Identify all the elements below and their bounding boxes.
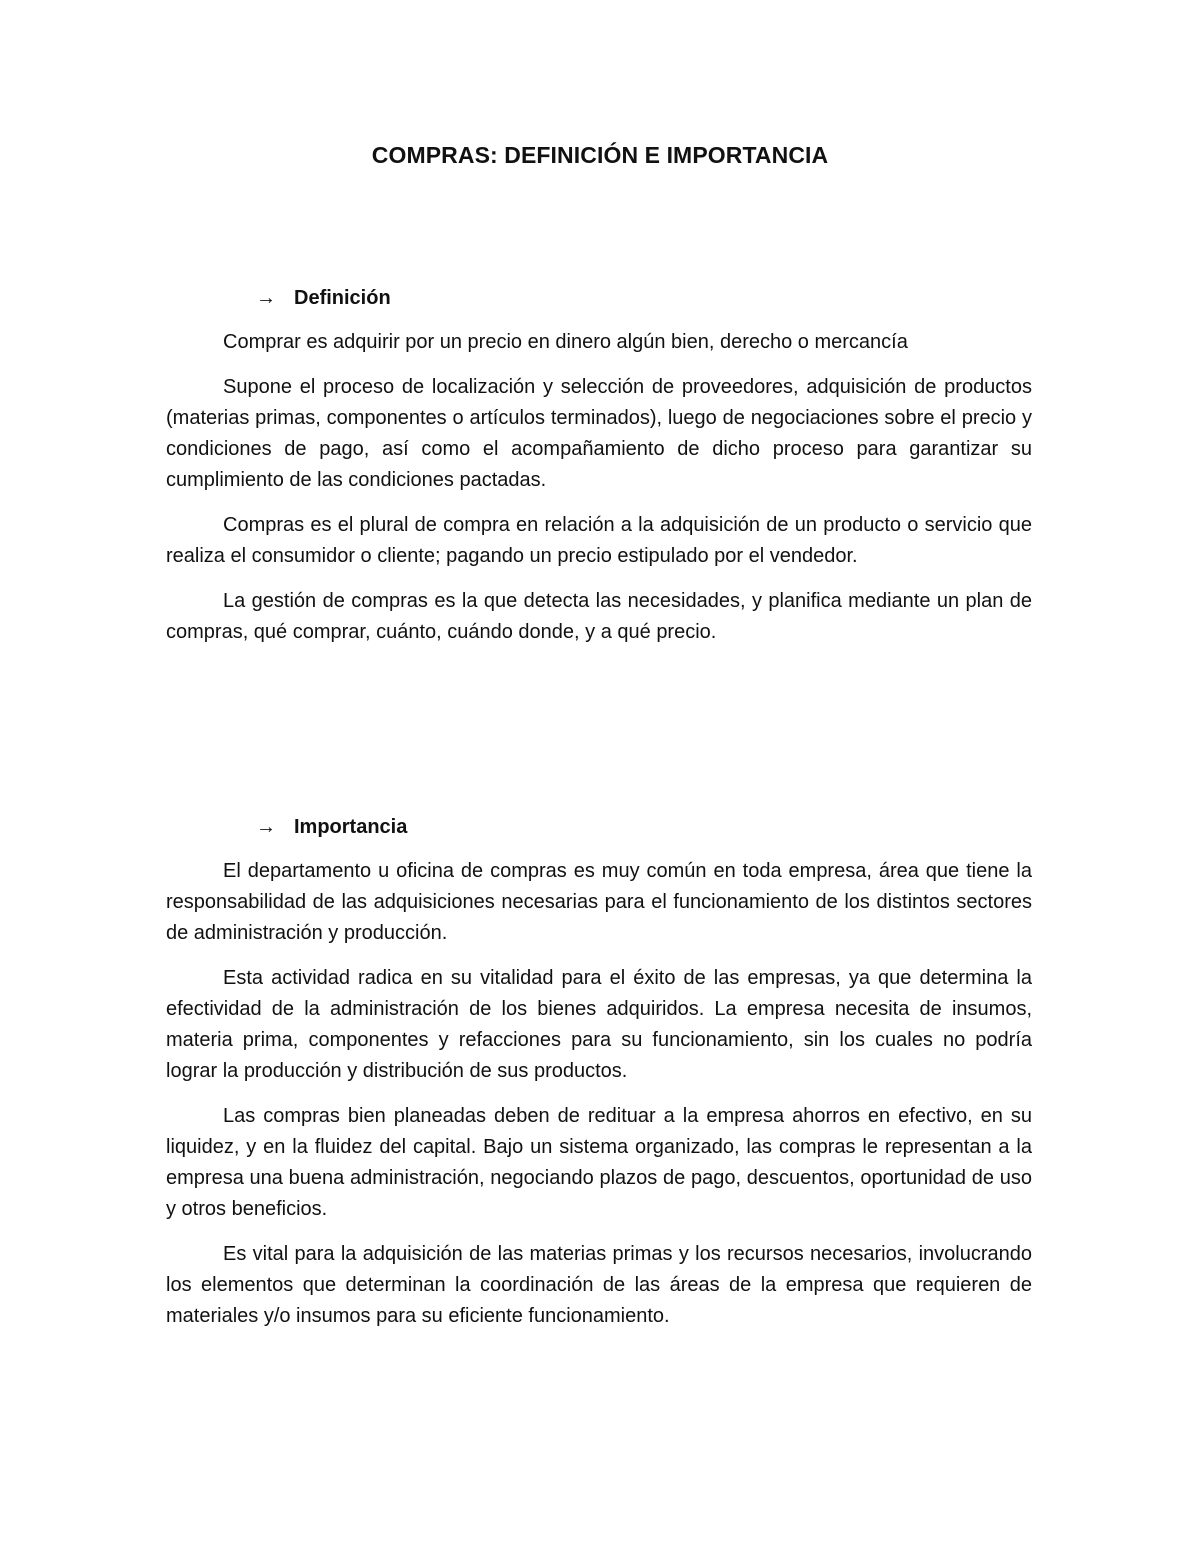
right-arrow-icon: → xyxy=(256,287,276,309)
paragraph: Esta actividad radica en su vitalidad para el éxito de las empresas, ya que determina la efectividad de la administración de los bienes adquiridos. La empresa necesita de insumos, materia prima, componentes y refacciones para su funcionamiento, sin los cuales no podría lograr la producción y distribución de sus productos. xyxy=(166,967,1032,1082)
paragraph: Las compras bien planeadas deben de redituar a la empresa ahorros en efectivo, en su liquidez, y en la fluidez del capital. Bajo un sistema organizado, las compras le representan a la empresa una buena administración, negociando plazos de pago, descuentos, oportunidad de uso y otros beneficios. xyxy=(166,1105,1032,1220)
section-heading-importancia xyxy=(166,812,1032,843)
document-title: COMPRAS: DEFINICIÓN E IMPORTANCIA xyxy=(371,142,829,168)
right-arrow-icon: → xyxy=(256,816,276,838)
paragraph: El departamento u oficina de compras es muy común en toda empresa, área que tiene la responsabilidad de las adquisiciones necesarias para el funcionamiento de los distintos sectores de administración y producción. xyxy=(166,860,1032,944)
paragraph: Comprar es adquirir por un precio en dinero algún bien, derecho o mercancía xyxy=(223,331,908,353)
paragraph: La gestión de compras es la que detecta las necesidades, y planifica mediante un plan de compras, qué comprar, cuánto, cuándo donde, y a qué precio. xyxy=(166,590,1032,643)
section-heading-definicion xyxy=(166,283,1032,314)
section-definicion xyxy=(166,283,1032,662)
section-importancia xyxy=(166,812,1032,1346)
paragraph: Compras es el plural de compra en relación a la adquisición de un producto o servicio que realiza el consumidor o cliente; pagando un precio estipulado por el vendedor. xyxy=(166,514,1032,567)
paragraph: Supone el proceso de localización y selección de proveedores, adquisición de productos (materias primas, componentes o artículos terminados), luego de negociaciones sobre el precio y condiciones de pago, así como el acompañamiento de dicho proceso para garantizar su cumplimiento de las condiciones pactadas. xyxy=(166,376,1032,491)
paragraph: Es vital para la adquisición de las materias primas y los recursos necesarios, involucrando los elementos que determinan la coordinación de las áreas de la empresa que requieren de materiales y/o insumos para su eficiente funcionamiento. xyxy=(166,1243,1032,1327)
section-heading-label: Importancia xyxy=(294,816,408,838)
section-heading-label: Definición xyxy=(294,287,391,309)
